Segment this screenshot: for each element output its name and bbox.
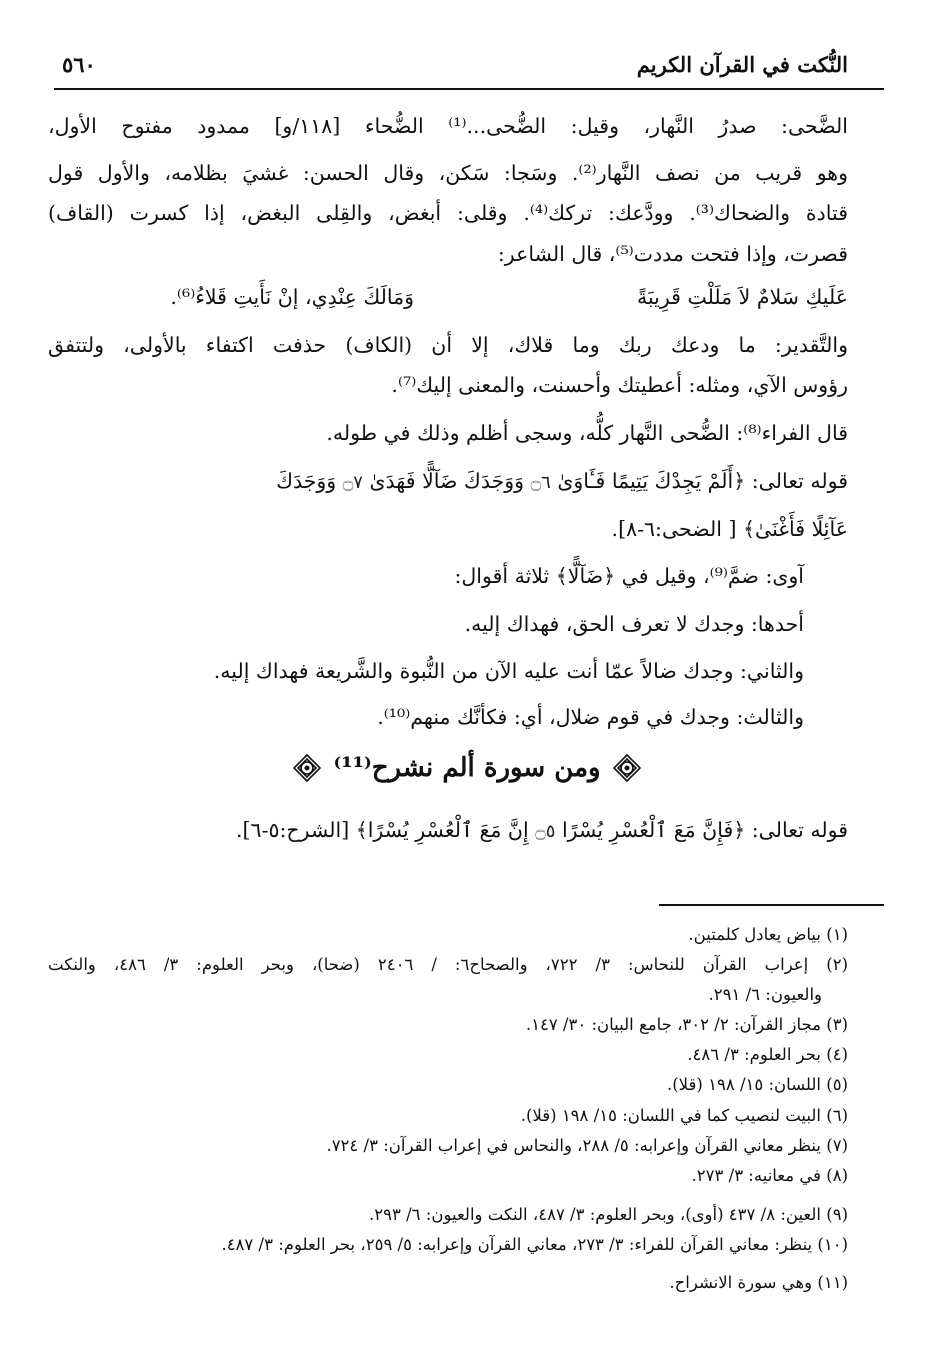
body-line-5: والتَّقدير: ما ودعك ربك وما قلاك، إلا أن (الكاف) حذفت اكتفاء بالأولى، ولتتفق [48,333,848,357]
footnote-10: (١٠) ينظر: معاني القرآن للفراء: ٣/ ٢٧٣، معاني القرآن وإعرابه: ٥/ ٢٥٩، بحر العلوم: ٣/ ٤٨٧. [221,1235,848,1254]
footnote-3: (٣) مجاز القرآن: ٢/ ٣٠٢، جامع البيان: ٣٠/ ١٤٧. [525,1015,848,1034]
ornament-left-icon [292,753,322,783]
aya-marker-7: ۝٧ [342,472,363,493]
footnote-11: (١١) وهي سورة الانشراح. [669,1273,848,1292]
body-line-2: وهو قريب من نصف النَّهار⁽²⁾. وسَجا: سَكن، وقال الحسن: غشيَ بظلامه، والأول قول [48,161,849,185]
running-header-title: النُّكت في القرآن الكريم [636,52,848,77]
section-title: ومن سورة ألم نشرح⁽¹¹⁾ [333,753,601,783]
footnote-4: (٤) بحر العلوم: ٣/ ٤٨٦. [687,1045,848,1064]
header-rule [54,88,884,90]
verse-second-hemistich: وَمَالَكَ عِنْدِي، إنْ نَأَيتِ قَلاءُ⁽⁶⁾. [170,285,414,309]
quran-verse-part-3: وَوَجَدَكَ [276,469,337,493]
footnote-2-continued: والعيون: ٦/ ٢٩١. [708,985,822,1004]
footnote-6: (٦) البيت لنصيب كما في اللسان: ١٥/ ١٩٨ (قلا). [520,1106,848,1125]
body-line-12: والثاني: وجدك ضالاً عمّا أنت عليه الآن من النُّبوة والشَّريعة فهداك إليه. [213,659,804,683]
section-heading [0,753,934,783]
body-line-10: آوى: ضمَّ⁽⁹⁾، وقيل في ﴿ضَآلًّا﴾ ثلاثة أقوال: [454,564,804,588]
ornament-right-icon [612,753,642,783]
body-line-1: الضَّحى: صدرُ النَّهار، وقيل: الضُّحى...⁽¹⁾ الضُّحاء [١١٨/و] ممدود مفتوح الأول، [48,114,849,138]
aya-marker-5: ۝٥ [535,821,556,842]
body-line-9: عَآئِلًا فَأَغْنَىٰ﴾ [ الضحى:٦-٨]. [611,517,848,541]
footnote-separator [659,904,884,906]
body-line-14 [236,820,848,841]
body-line-6: رؤوس الآي، ومثله: أعطيتك وأحسنت، والمعنى إليك⁽⁷⁾. [391,373,848,397]
footnote-8: (٨) في معانيه: ٣/ ٢٧٣. [691,1166,848,1185]
quran-verse-sharh-2: إِنَّ مَعَ ٱلْعُسْرِ يُسْرًا﴾ [الشرح:٥-٦]. [236,818,529,842]
page-number: ٥٦٠ [62,52,96,77]
aya-number-6: ٦ [541,472,551,493]
quran-verse-part-2: وَوَجَدَكَ ضَآلًّا فَهَدَىٰ [369,469,525,493]
body-line-13: والثالث: وجدك في قوم ضلال، أي: فكأنَّك منهم⁽¹⁰⁾. [377,705,804,729]
verse-first-hemistich: عَلَيكِ سَلامٌ لاَ مَلَلْتِ قَرِيبَةً [636,285,848,309]
aya-marker-6: ۝٦ [530,472,551,493]
footnote-2: (٢) إعراب القرآن للنحاس: ٣/ ٧٢٢، والصحاح٦: / ٢٤٠٦ (ضحا)، وبحر العلوم: ٣/ ٤٨٦، والنكت [48,955,848,974]
footnote-9: (٩) العين: ٨/ ٤٣٧ (أوى)، وبحر العلوم: ٣/ ٤٨٧، النكت والعيون: ٦/ ٢٩٣. [369,1205,848,1224]
footnote-7: (٧) ينظر معاني القرآن وإعرابه: ٥/ ٢٨٨، والنحاس في إعراب القرآن: ٣/ ٧٢٤. [326,1136,848,1155]
quran-verse-part-1: قوله تعالى: ﴿أَلَمْ يَجِدْكَ يَتِيمًا فَـَٔاوَىٰ [557,469,848,493]
body-line-8 [276,471,848,492]
body-line-11: أحدها: وجدك لا تعرف الحق، فهداك إليه. [464,612,804,636]
aya-number-7: ٧ [353,472,363,493]
body-line-7: قال الفراء⁽⁸⁾: الضُّحى النَّهار كلُّه، وسجى أظلم وذلك في طوله. [326,421,848,445]
aya-number-5: ٥ [545,821,556,842]
footnote-5: (٥) اللسان: ١٥/ ١٩٨ (قلا). [667,1075,848,1094]
quran-verse-sharh-1: قوله تعالى: ﴿فَإِنَّ مَعَ ٱلْعُسْرِ يُسْرًا [561,818,848,842]
body-line-4: قصرت، وإذا فتحت مددت⁽⁵⁾، قال الشاعر: [497,242,848,266]
body-line-3: قتادة والضحاك⁽³⁾. وودَّعك: تركك⁽⁴⁾. وقلى: أبغض، والقِلى البغض، إذا كسرت (القاف) [48,201,849,225]
footnote-1: (١) بياض يعادل كلمتين. [688,925,848,944]
